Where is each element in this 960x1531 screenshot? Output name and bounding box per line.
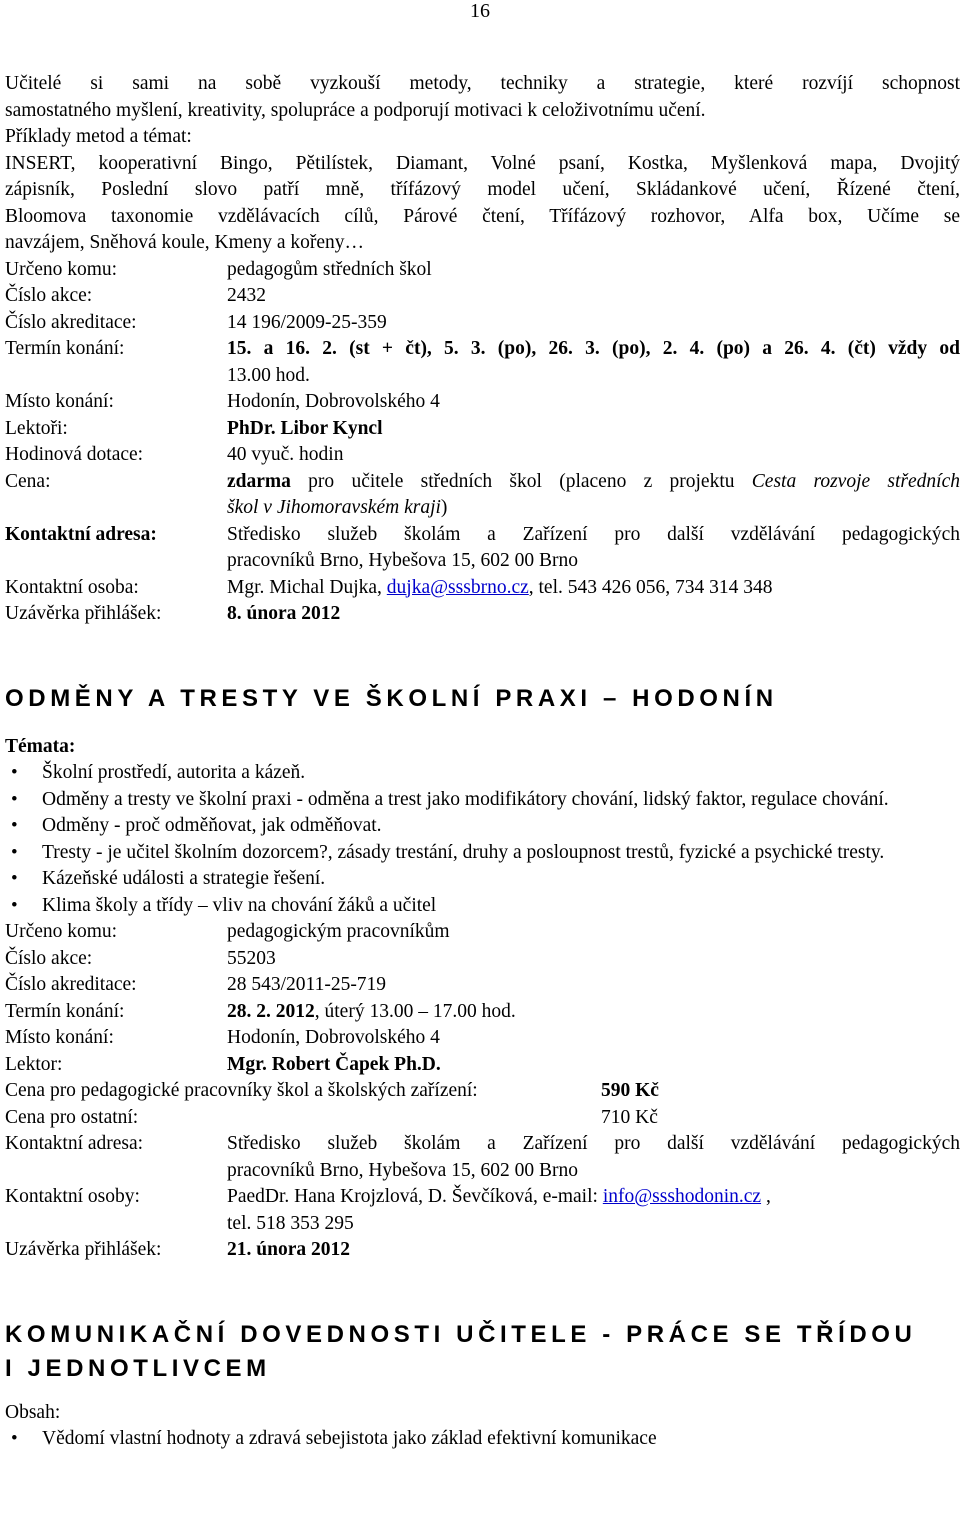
action-row [5,283,960,310]
page-number: 16 [470,0,490,22]
contact-tel: , tel. 543 426 056, 734 314 348 [528,576,773,598]
contact-label: Kontaktní osoba: [5,576,139,598]
price-text: pro učitele středních škol (placeno z projektu [290,470,752,492]
topics-list [5,760,960,919]
deadline-label: Uzávěrka přihlášek: [5,1239,162,1260]
contacts-label: Kontaktní osoby: [5,1186,140,1207]
target-value: pedagogům středních škol [227,258,432,280]
deadline-row [5,1237,960,1264]
address-row [5,1131,960,1184]
action-label: Číslo akce: [5,285,93,306]
action-value: 2432 [227,285,266,306]
accreditation-row [5,972,960,999]
place-row [5,389,960,416]
price-close: ) [440,497,448,518]
date-row [5,999,960,1026]
list-item: • Školní prostředí, autorita a kázeň. [5,760,960,787]
accreditation-label: Číslo akreditace: [5,974,137,995]
list-item: • Odměny - proč odměňovat, jak odměňovat. [5,813,960,840]
target-label: Určeno komu: [5,258,118,280]
price-other-row [5,1105,960,1132]
document-body [5,71,960,1453]
contact-email-link[interactable]: dujka@sssbrno.cz [386,576,529,598]
contact-name: Mgr. Michal Dujka, [227,576,387,598]
price-italic-2: škol v Jihomoravském kraji [227,497,441,518]
address-line-1: Středisko služeb školám a Zařízení pro další vzdělávání pedagogických [227,523,960,545]
accreditation-row [5,310,960,337]
accreditation-label: Číslo akreditace: [5,311,137,333]
action-label: Číslo akce: [5,947,93,969]
list-item: • Klima školy a třídy – vliv na chování žáků a učitel [5,893,960,920]
deadline-row [5,601,960,628]
examples-heading: Příklady metod a témat: [5,126,192,147]
date-value-line-2: 13.00 hod. [227,364,310,386]
hours-value: 40 vyuč. hodin [227,444,344,465]
price-bold: zdarma [227,470,291,492]
contacts-row [5,1184,960,1237]
lecturer-value: Mgr. Robert Čapek Ph.D. [227,1053,441,1075]
target-value: pedagogickým pracovníkům [227,921,450,942]
list-item: • Kázeňské události a strategie řešení. [5,866,960,893]
topics-heading: Témata: [5,735,76,757]
contacts-email-link[interactable]: info@ssshodonin.cz [602,1186,762,1207]
address-line-2: pracovníků Brno, Hybešova 15, 602 00 Brno [227,550,578,571]
date-row [5,336,960,389]
hours-row [5,442,960,469]
course-3-section [5,1318,960,1453]
date-value-line-1: 15. a 16. 2. (st + čt), 5. 3. (po), 26. 3. (po), 2. 4. (po) a 26. 4. (čt) vždy od [227,338,960,359]
price-label: Cena: [5,470,51,492]
price-ped-value: 590 Kč [601,1080,659,1101]
contacts-after: , [761,1186,771,1207]
target-row [5,919,960,946]
place-row [5,1025,960,1052]
address-label: Kontaktní adresa: [5,523,157,545]
price-ped-row [5,1078,960,1105]
list-item: • Vědomí vlastní hodnoty a zdravá sebejistota jako základ efektivní komunikace [5,1426,960,1453]
date-bold: 28. 2. 2012 [227,1000,315,1022]
target-row [5,257,960,284]
lecturer-value: PhDr. Libor Kyncl [227,417,383,439]
address-line-1: Středisko služeb školám a Zařízení pro další vzdělávání pedagogických [227,1133,960,1154]
date-label: Termín konání: [5,1000,125,1022]
examples-line-2: zápisník, Poslední slovo patří mně, třífázový model učení, Skládankové učení, Řízené čtení, [5,179,960,200]
course-2-heading: ODMĚNY A TRESTY VE ŠKOLNÍ PRAXI – HODONÍN [5,684,778,712]
accreditation-value: 28 543/2011-25-719 [227,974,387,995]
place-label: Místo konání: [5,1027,114,1048]
intro-line-1: Učitelé si sami na sobě vyzkouší metody, techniky a strategie, které rozvíjí schopnost [5,73,960,94]
price-other-label: Cena pro ostatní: [5,1106,139,1128]
action-row [5,946,960,973]
deadline-value: 21. února 2012 [227,1239,350,1260]
content-list [5,1426,960,1453]
price-other-value: 710 Kč [601,1106,658,1128]
course-1-section [5,71,960,628]
examples-line-1: INSERT, kooperativní Bingo, Pětilístek, Diamant, Volné psaní, Kostka, Myšlenková mapa, Dvojitý [5,152,960,174]
course-3-heading-line-1: KOMUNIKAČNÍ DOVEDNOSTI UČITELE - PRÁCE SE TŘÍDOU [5,1320,917,1348]
action-value: 55203 [227,947,276,969]
date-label: Termín konání: [5,338,125,359]
lecturer-row [5,1052,960,1079]
contacts-text: PaedDr. Hana Krojzlová, D. Ševčíková, e-mail: [227,1186,603,1207]
place-value: Hodonín, Dobrovolského 4 [227,391,440,412]
date-rest: , úterý 13.00 – 17.00 hod. [314,1000,516,1022]
deadline-label: Uzávěrka přihlášek: [5,603,162,624]
contact-row [5,575,960,602]
address-line-2: pracovníků Brno, Hybešova 15, 602 00 Brno [227,1159,578,1181]
lecturer-row [5,416,960,443]
address-row [5,522,960,575]
price-row [5,469,960,522]
content-heading: Obsah: [5,1401,61,1423]
price-italic-1: Cesta rozvoje středních [751,470,960,492]
place-label: Místo konání: [5,391,114,412]
course-2-section [5,682,960,1264]
deadline-value: 8. února 2012 [227,603,341,624]
examples-line-4: navzájem, Sněhová koule, Kmeny a kořeny… [5,232,365,253]
place-value: Hodonín, Dobrovolského 4 [227,1027,440,1048]
lecturer-label: Lektor: [5,1053,63,1075]
contacts-tel: tel. 518 353 295 [227,1212,354,1234]
accreditation-value: 14 196/2009-25-359 [227,311,387,333]
address-label: Kontaktní adresa: [5,1133,144,1154]
hours-label: Hodinová dotace: [5,444,144,465]
lecturer-label: Lektoři: [5,417,68,439]
examples-line-3: Bloomova taxonomie vzdělávacích cílů, Párové čtení, Třífázový rozhovor, Alfa box, Učíme se [5,205,960,227]
list-item: • Odměny a tresty ve školní praxi - odměna a trest jako modifikátory chování, lidský faktor, regulace chování. [5,787,960,814]
course-3-heading-line-2: I JEDNOTLIVCEM [5,1354,271,1382]
target-label: Určeno komu: [5,921,118,942]
intro-line-2: samostatného myšlení, kreativity, spolupráce a podporují motivaci k celoživotnímu učení. [5,99,706,121]
price-ped-label: Cena pro pedagogické pracovníky škol a školských zařízení: [5,1080,478,1101]
list-item: • Tresty - je učitel školním dozorcem?, zásady trestání, druhy a posloupnost trestů, fyzické a psychické tresty. [5,840,960,867]
